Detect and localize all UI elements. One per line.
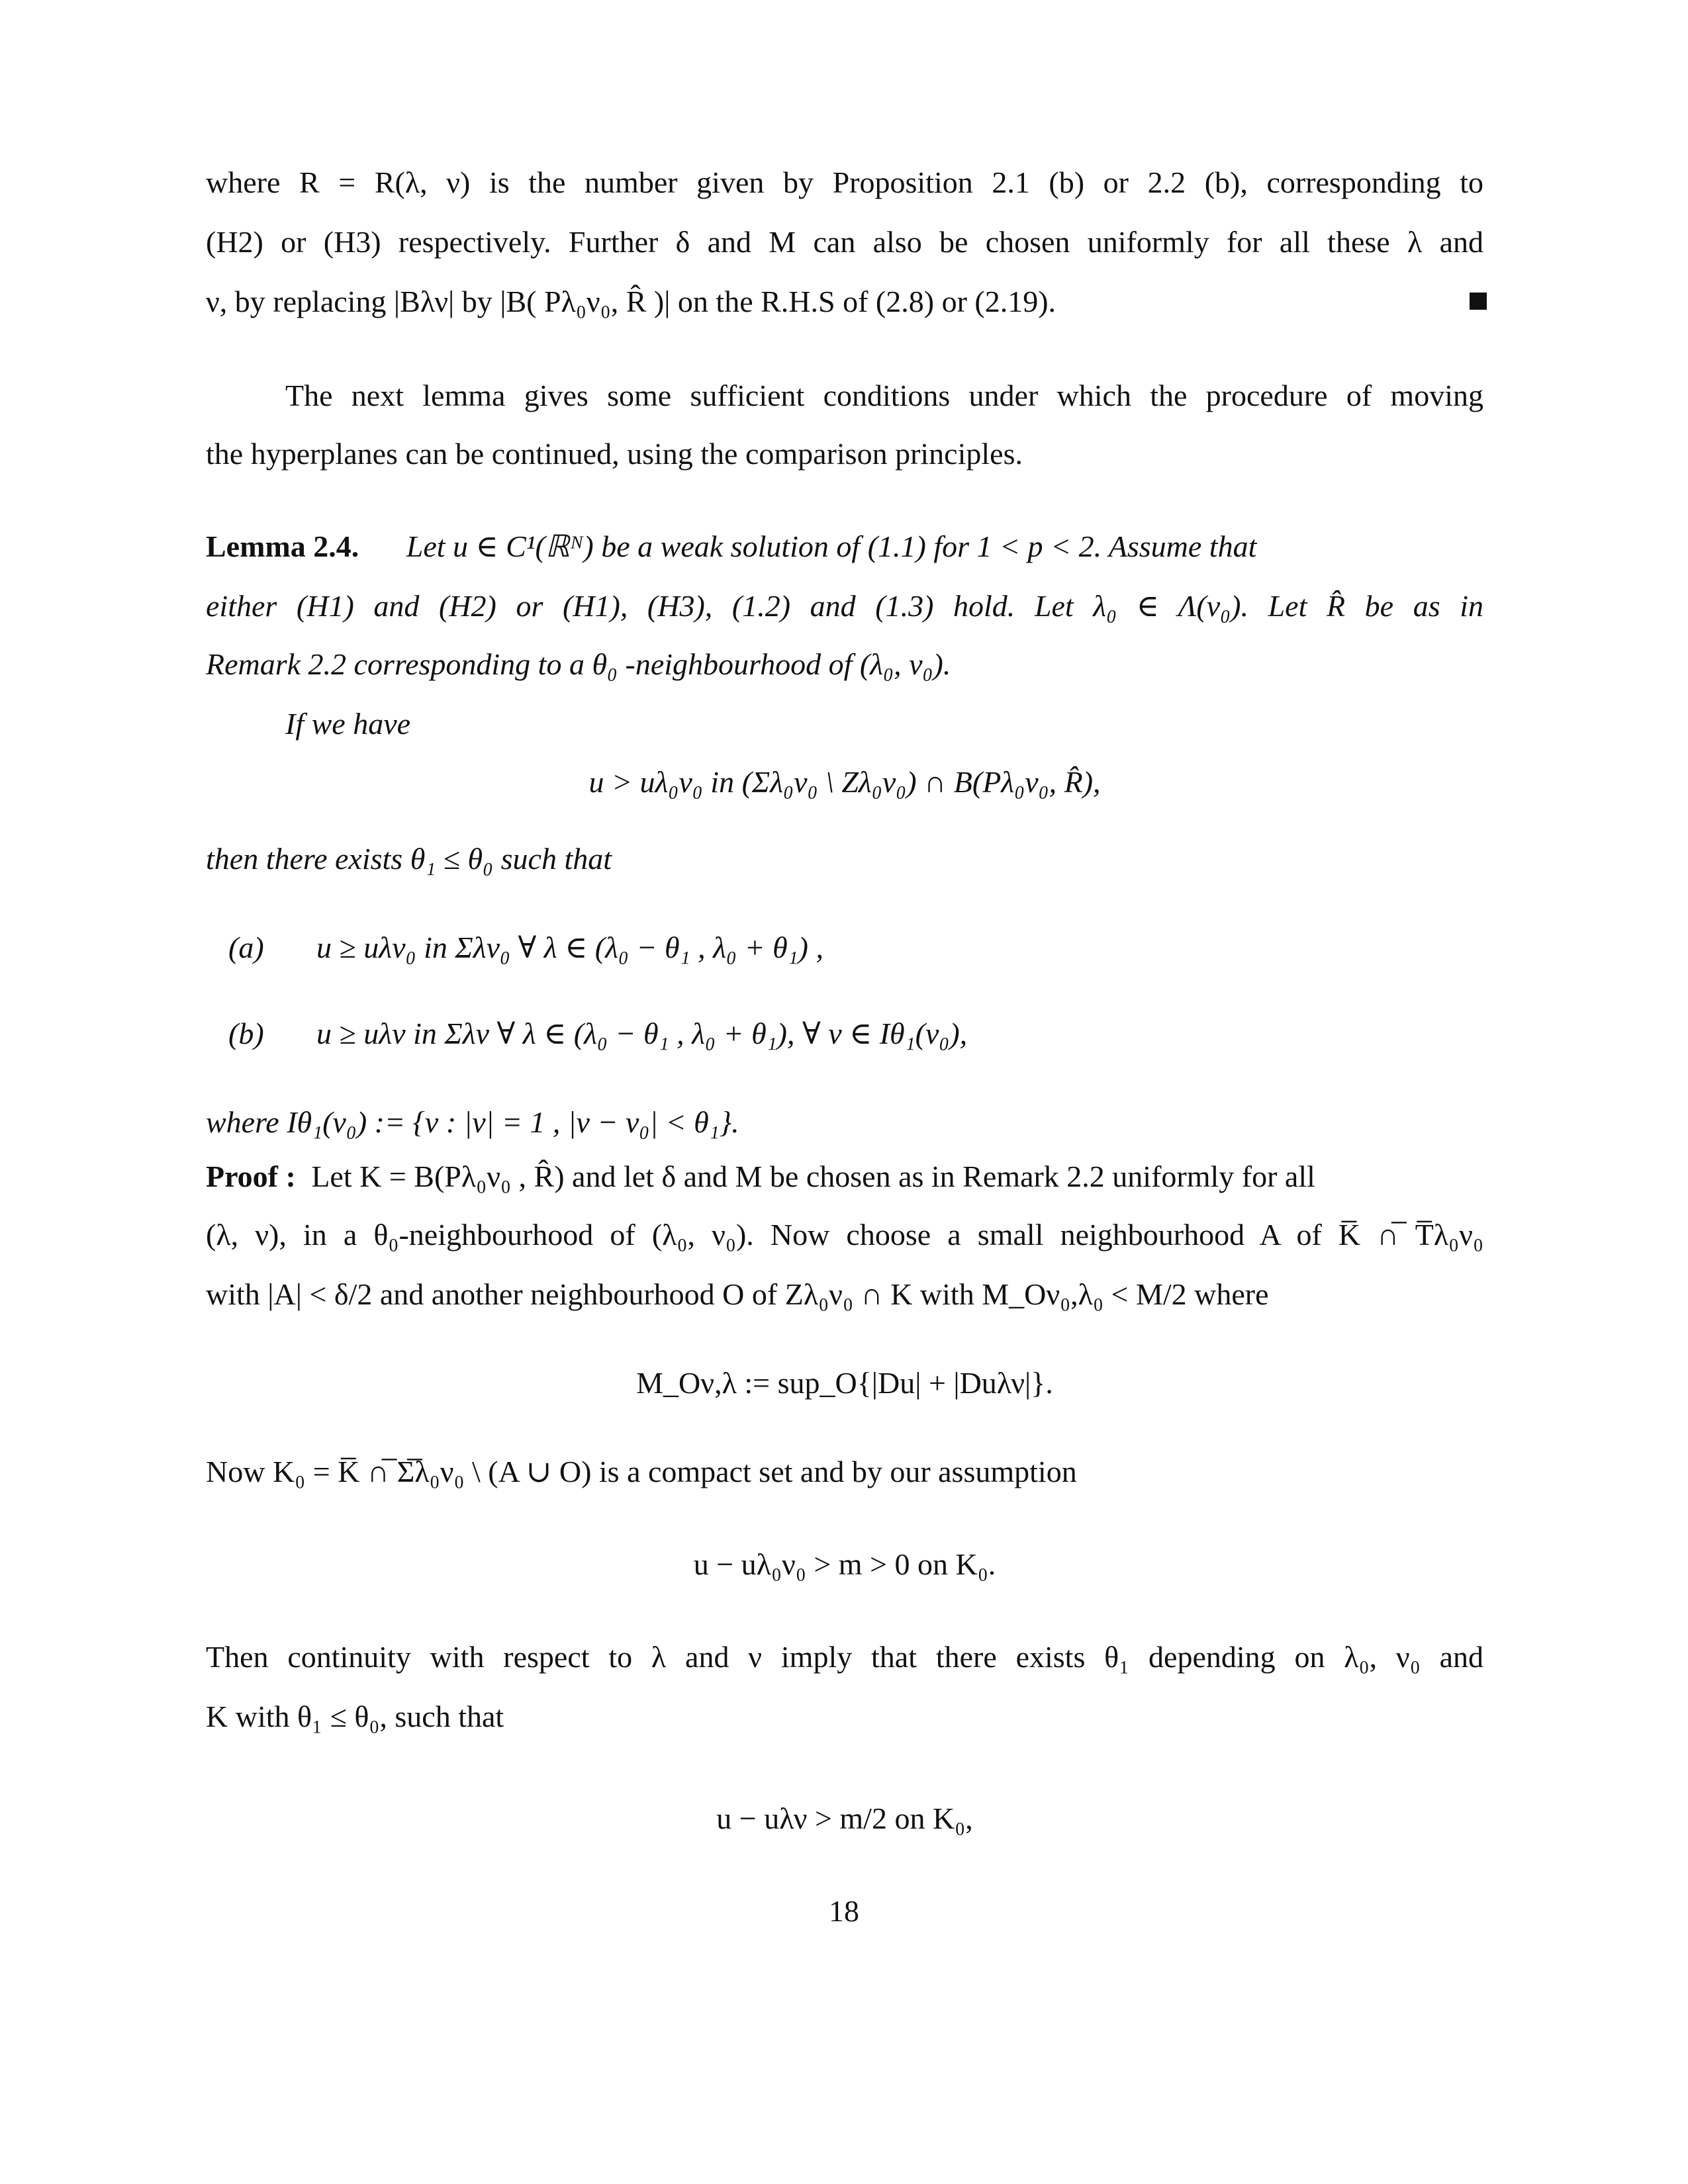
proof-line4: Now K₀ = K̅ ∩̅ Σ̅λ₀ν₀ \ (A ∪ O) is a compact set and by our assumption: [206, 1455, 1077, 1488]
proof-line1: Let K = B(Pλ₀ν₀ , R̂) and let δ and M be chosen as in Remark 2.2 uniformly for all: [311, 1160, 1315, 1193]
proof-line3: with |A| < δ/2 and another neighbourhood O of Zλ₀ν₀ ∩ K with M_Oν₀,λ₀ < M/2 where: [206, 1277, 1269, 1311]
item-a: u ≥ uλν₀ in Σλν₀ ∀ λ ∈ (λ₀ − θ₁ , λ₀ + θ₁) ,: [316, 931, 823, 964]
lemma-line4: If we have: [285, 707, 411, 741]
item-a-label: (a): [228, 931, 264, 964]
item-b: u ≥ uλν in Σλν ∀ λ ∈ (λ₀ − θ₁ , λ₀ + θ₁), ∀ ν ∈ Iθ₁(ν₀),: [316, 1017, 968, 1050]
proof-equation-3: u − uλ₀ν₀ > m > 0 on K₀.: [693, 1547, 996, 1581]
lemma-line3: Remark 2.2 corresponding to a θ₀ -neighbourhood of (λ₀, ν₀).: [206, 647, 951, 681]
proof-line1-row: [206, 1157, 1483, 1197]
lemma-line5: then there exists θ₁ ≤ θ₀ such that: [206, 842, 612, 876]
proof-line5: Then continuity with respect to λ and ν imply that there exists θ₁ depending on λ₀, ν₀ and: [206, 1640, 1483, 1674]
paragraph2-line1: The next lemma gives some sufficient conditions under which the procedure of moving: [285, 379, 1483, 412]
paragraph1-line1: where R = R(λ, ν) is the number given by Proposition 2.1 (b) or 2.2 (b), corresponding to: [206, 165, 1483, 199]
lemma-line2: either (H1) and (H2) or (H1), (H3), (1.2) and (1.3) hold. Let λ₀ ∈ Λ(ν₀). Let R̂ be as in: [206, 589, 1483, 623]
paragraph1-line3: ν, by replacing |Bλν| by |B( Pλ₀ν₀, R̂ )| on the R.H.S of (2.8) or (2.19).: [206, 285, 1056, 318]
proof-line2: (λ, ν), in a θ₀-neighbourhood of (λ₀, ν₀). Now choose a small neighbourhood A of K̅ ∩̅ T̅λ₀ν₀: [206, 1218, 1483, 1251]
page-number: 18: [829, 1894, 859, 1928]
lemma-label: Lemma 2.4.: [206, 529, 359, 563]
paragraph2-line2: the hyperplanes can be continued, using the comparison principles.: [206, 437, 1023, 471]
proof-label: Proof :: [206, 1160, 296, 1193]
lemma-line1: Let u ∈ C¹(ℝᴺ) be a weak solution of (1.1) for 1 < p < 2. Assume that: [406, 529, 1257, 563]
item-b-label: (b): [228, 1017, 264, 1050]
proof-equation-4: u − uλν > m/2 on K₀,: [716, 1801, 973, 1835]
proof-equation-2: M_Oν,λ := sup_O{|Du| + |Duλν|}.: [636, 1366, 1053, 1400]
qed-square-icon: [1470, 293, 1487, 310]
proof-line6: K with θ₁ ≤ θ₀, such that: [206, 1700, 504, 1733]
lemma-equation-1: u > uλ₀ν₀ in (Σλ₀ν₀ \ Zλ₀ν₀) ∩ B(Pλ₀ν₀, R̂),: [588, 765, 1101, 799]
lemma-line6: where Iθ₁(ν₀) := {ν : |ν| = 1 , |ν − ν₀| < θ₁}.: [206, 1105, 739, 1139]
paragraph1-line2: (H2) or (H3) respectively. Further δ and M can also be chosen uniformly for all these λ and: [206, 225, 1483, 259]
lemma-line1-row: [206, 527, 1483, 567]
